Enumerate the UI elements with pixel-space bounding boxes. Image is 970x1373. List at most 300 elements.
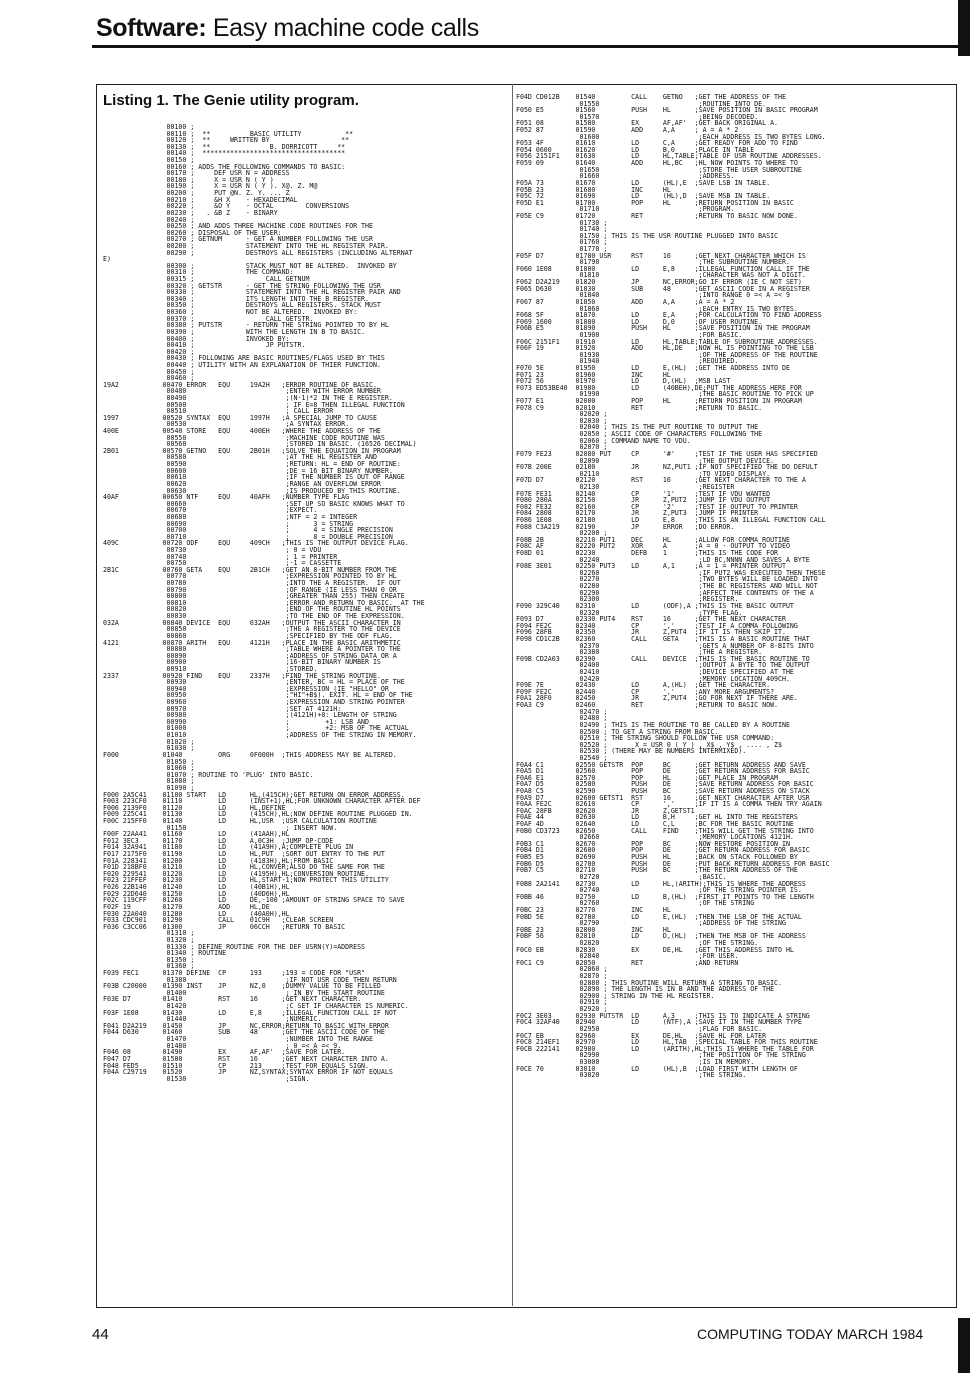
code-line: 02790 ;ADDRESS OF THE STRING: [516, 920, 786, 927]
code-line: 01750 ; THIS IS THE USR ROUTINE PLUGGED INTO BASIC: [516, 232, 779, 240]
code-line: 00100 ;: [103, 124, 195, 131]
code-line: 00780 ;INTO THE A REGISTER. IF OUT: [103, 580, 401, 587]
code-line: 01930 ;OF THE ADDRESS OF THE ROUTINE: [516, 351, 818, 359]
code-line: 01570 ;BEING DECODED.: [516, 113, 759, 121]
code-line: 00170 ; DEF USR N = ADDRESS: [103, 170, 290, 177]
code-line: F033 CDC901 01290 CALL 01C9H ;CLEAR SCREEN: [103, 917, 334, 924]
column-separator: [512, 84, 513, 1306]
code-line: F0C2 3E03 02930 PUTSTR LD A,3 ;THIS IS TO INDICATE A STRING: [516, 1012, 810, 1020]
code-line: F0A5 D1 02560 POP DE ;GET RETURN ADDRESS FOR BASIC: [516, 768, 810, 775]
code-line: F0B7 C5 02710 PUSH BC ;THE RETURN ADDRESS OF THE: [516, 867, 798, 874]
code-line: F07B 200E 02100 JR NZ,PUT1 ;IF NOT SPECIFIED THE DO DEFULT: [516, 464, 818, 471]
code-line: F084 2808 02170 JR Z,PUT3 ;JUMP IF PRINTER: [516, 510, 759, 517]
code-line: F09B CD2A03 02390 CALL DEVICE ;THIS IS THE BASIC ROUTINE TO: [516, 655, 810, 663]
code-line: F0AA FE2C 02610 CP ',' ;IF IT IS A COMMA THEN TRY AGAIN: [516, 801, 822, 808]
code-line: 2B01 00570 GETNO EQU 2B01H ;SOLVE THE EQUATION IN PROGRAM: [103, 447, 401, 455]
code-line: F05B 23 01680 INC HL: [516, 186, 671, 194]
code-line: 00480 ;ENTER WITH ERROR NUMBER: [103, 388, 381, 395]
code-line: 02900 ; STRING IN THE HL REGISTER.: [516, 992, 715, 1000]
code-line: 02260 ;IF PUT2 WAS EXECUTED THEN THESE: [516, 569, 826, 577]
code-line: 00240 ;: [103, 216, 195, 224]
code-line: F0CB 222141 02980 LD (ARITH),HL;THIS IS WHERE THE TABLE FOR: [516, 1045, 814, 1053]
code-line: F094 FE2C 02340 CP ',' ;TEST IF A COMMA FOLLOWING: [516, 622, 798, 630]
code-line: 01470 ;NUMBER INTO THE RANGE: [103, 1036, 373, 1043]
code-line: 00690 ; 3 = STRING: [103, 520, 354, 528]
code-line: 00260 ; DISPOSAL OF THE USER:: [103, 229, 282, 237]
code-line: 00410 ; JP PUTSTR.: [103, 342, 306, 349]
code-line: 01940 ;REQUIRED.: [516, 358, 739, 365]
code-line: F041 D2A219 01450 JP NC,ERROR;RETURN TO BASIC WITH ERROR: [103, 1022, 389, 1030]
code-line: 00790 ;OF RANGE (IE LESS THAN 0 OR: [103, 586, 397, 594]
code-line: 032A 00840 DEVICE EQU 032AH ;OUTPUT THE ASCII CHARACTER IN: [103, 619, 401, 627]
code-line: 01070 ; ROUTINE TO 'PLUG' INTO BASIC.: [103, 771, 314, 779]
code-line: 19A2 00470 ERROR EQU 19A2H ;ERROR ROUTINE OF BASIC.: [103, 381, 377, 389]
code-line: 02740 ;OF THE STRING POINTER IS.: [516, 887, 802, 894]
code-line: 01550 ;ROUTINE INTO DE.: [516, 100, 767, 108]
code-line: 00220 ; &O Y - OCTAL CONVERSIONS: [103, 203, 350, 210]
code-line: F03B C20000 01390 INST JP NZ,0 ;DUMMY VALUE TO BE FILLED: [103, 983, 381, 990]
code-line: 00620 ;RANGE AN OVERFLOW ERROR: [103, 480, 381, 488]
code-line: 00150 ;: [103, 157, 195, 164]
code-line: 00500 ; IF E=8 THEN ILLEGAL FUNCTION: [103, 401, 405, 409]
code-line: 00350 ; DESTROYS ALL REGISTERS. STACK MUST: [103, 302, 381, 310]
code-line: F01A 228341 01200 LD (4183H),HL;FROM BASIC: [103, 857, 334, 865]
code-line: 00550 ;MACHINE CODE ROUTINE WAS: [103, 434, 385, 442]
code-line: 01080 ;: [103, 778, 195, 785]
code-line: F056 2151F1 01630 LD HL,TABLE;TABLE OF USR ROUTINE ADDRESSES.: [516, 153, 822, 161]
code-line: 00510 ; CALL ERROR: [103, 408, 334, 415]
code-line: 00320 ; GETSTR - GET THE STRING FOLLOWING THE USR: [103, 282, 381, 290]
code-line: 01840 ;INTO RANGE 0 =< A =< 9: [516, 292, 790, 299]
code-line: 00280 ; STATEMENT INTO THE HL REGISTER PAIR.: [103, 242, 389, 250]
code-line: F0B0 CD3723 02650 CALL FIND ;THIS WILL GET THE STRING INTO: [516, 827, 814, 835]
code-line: F096 28FB 02350 JR Z,PUT4 ;IF IT IS THEN SKIP IT.: [516, 629, 786, 636]
footer-edge-tab: [958, 1318, 970, 1373]
code-line: 00940 ;EXPRESSION (IE "HELLO" OR: [103, 685, 389, 693]
code-line: F079 FE23 02080 PUT CP '#' ;TEST IF THE USER HAS SPECIFIED: [516, 450, 818, 458]
code-line: 02500 ; TO GET A STRING FROM BASIC.: [516, 728, 719, 736]
code-line: 2337 00920 FIND EQU 2337H ;FIND THE STRING ROUTINE.: [103, 672, 381, 680]
code-line: 02070 ;: [516, 444, 608, 451]
code-line: 01350 ;: [103, 956, 195, 964]
code-line: F098 CD1C2B 02360 CALL GETA ;THIS IS A BASIC ROUTINE THAT: [516, 635, 810, 643]
code-line: 01600 ;EACH ADDRESS IS TWO BYTES LONG.: [516, 133, 826, 141]
code-line: 00420 ;: [103, 348, 195, 356]
code-line: 00850 ;THE A REGISTER TO THE DEVICE: [103, 626, 401, 633]
code-line: 00670 ;EXPECT.: [103, 507, 318, 514]
code-line: 00630 ;IS PRODUCED BY THIS ROUTINE.: [103, 487, 401, 495]
code-line: 00580 ;AT THE HL REGISTER AND: [103, 454, 377, 462]
code-line: 2B1C 00760 GETA EQU 2B1CH ;GET AN 8-BIT NUMBER FROM THE: [103, 566, 397, 574]
code-line: 01010 ;ADDRESS OF THE STRING IN MEMORY.: [103, 732, 417, 739]
code-line: F05A 73 01670 LD (HL),E ;SAVE LSB IN TABLE.: [516, 179, 771, 187]
code-line: 01380 ;IF NOT USR CODE THEN RETURN: [103, 976, 397, 984]
code-line: 02720 ;BASIC.: [516, 873, 727, 881]
code-line: 01400 ; IN BY THE START ROUTINE: [103, 989, 385, 997]
code-line: 02110 ;TO VIDEO DISPLAY.: [516, 470, 771, 478]
code-line: F082 FE32 02160 CP '2' ;TEST IF OUTPUT TO PRINTER: [516, 503, 798, 511]
code-line: F0A3 C9 02460 RET ;RETURN TO BASIC NOW.: [516, 702, 779, 709]
code-line: 02950 ;FLAG FOR BASIC.: [516, 1025, 763, 1033]
code-line: 02860 ;: [516, 966, 608, 974]
code-line: F03E D7 01410 RST 16 ;GET NEXT CHARACTER.: [103, 996, 362, 1004]
code-line: 00160 ; ADDS THE FOLLOWING COMMANDS TO BASIC:: [103, 163, 346, 171]
code-line: 02290 ;AFFECT THE CONTENTS OF THE A: [516, 589, 814, 597]
code-line: 01320 ;: [103, 936, 195, 944]
code-line: 00130 ; ** B. DORRICOTT **: [103, 143, 346, 151]
page-header: [0, 0, 970, 56]
magazine-issue: COMPUTING TODAY MARCH 1984: [697, 1326, 924, 1342]
code-line: 00210 ; &H X - HEXADECIMAL: [103, 196, 298, 204]
code-line: 02910 ;: [516, 999, 608, 1007]
code-line: 00340 ; ITS LENGTH INTO THE B REGISTER.: [103, 295, 369, 303]
code-line: 00460 ;: [103, 375, 195, 382]
code-line: F08B 2B 02210 PUT1 DEC HL ;ALLOW FOR COMMA ROUTINE: [516, 536, 790, 544]
code-line: 01020 ;: [103, 738, 195, 746]
code-line: 01530 ;SIGN.: [103, 1075, 310, 1083]
code-line: 00370 ; CALL GETSTR.: [103, 315, 314, 323]
code-line: 02240 ;LD BC,NNNN AND SAVES A BYTE: [516, 556, 810, 564]
code-line: F0BE 23 02800 INC HL: [516, 926, 671, 934]
code-line: F06C 2151F1 01910 LD HL,TABLE;TABLE OF SUBROUTINE ADDRESSES.: [516, 338, 818, 346]
header-title-rest: Easy machine code calls: [206, 14, 479, 42]
code-line: 01310 ;: [103, 930, 195, 937]
code-line: 01710 ;PROGRAM.: [516, 206, 735, 213]
code-line: F04D CD012B 01540 CALL GETNO ;GET THE ADDRESS OF THE: [516, 94, 786, 101]
code-line: F044 D630 01460 SUB 48 ;GET THE ASCII CODE OF THE: [103, 1029, 385, 1037]
code-line: F059 09 01640 ADD HL,BC ;HL NOW POINTS TO WHERE TO: [516, 160, 798, 167]
code-line: 02890 ; THE LENGTH IS IN B AND THE ADDRESS OF THE: [516, 986, 775, 993]
code-line: 02920 ;: [516, 1006, 608, 1013]
code-line: 00430 ; FOLLOWING ARE BASIC ROUTINES/FLAGS USED BY THIS: [103, 355, 385, 362]
code-line: F048 FED5 01510 CP 213 ;TEST FOR EQUALS SIGN.: [103, 1062, 369, 1070]
code-line: 00380 ; PUTSTR - RETURN THE STRING POINTED TO BY HL: [103, 322, 389, 329]
code-line: F000 2A5C41 01100 START LD HL,(415CH);GET RETURN ON ERROR ADDRESS.: [103, 791, 405, 799]
code-line: F0CE 70 03010 LD (HL),B ;LOAD FIRST WITH LENGTH OF: [516, 1065, 798, 1073]
code-line: F054 0600 01620 LD B,0 ;PLACE IN TABLE: [516, 146, 755, 154]
code-line: 00310 ; THE COMMAND:: [103, 269, 294, 277]
code-line: 00290 ; DESTROYS ALL REGISTERS (INCLUDING ALTERNAT: [103, 249, 413, 257]
code-line: F020 229541 01220 LD (4195H),HL;CONVERSION ROUTINE.: [103, 870, 369, 878]
code-line: F023 21FFEF 01230 LD HL,START-1;NOW PROTECT THIS UTILITY: [103, 877, 389, 885]
code-line: 02880 ; THIS ROUTINE WILL RETURN A STRING TO BASIC.: [516, 979, 782, 987]
code-line: 00980 ;(4121H)+0: LENGTH OF STRING: [103, 712, 397, 719]
code-line: F071 23 01960 INC HL: [516, 371, 671, 379]
code-line: F08C AF 02220 PUT2 XOR A ;A = 0 - OUTPUT TO VIDEO: [516, 543, 790, 551]
code-line: F029 22D640 01250 LD (40D6H),HL: [103, 890, 290, 898]
code-line: 03020 ;THE STRING.: [516, 1072, 747, 1079]
code-line: 01740 ;: [516, 226, 608, 233]
code-line: 00190 ; X = USR N ( Y ). X@. Z. M@: [103, 183, 318, 191]
code-line: F012 3EC3 01170 LD A,0C3H ;JUMP OP-CODE: [103, 837, 334, 845]
code-line: 00820 ;END OF THE ROUTINE HL POINTS: [103, 606, 401, 614]
code-line: F08E 3E01 02250 PUT3 LD A,1 ;A = 1 = PRINTER OUTPUT: [516, 563, 786, 570]
code-line: 00990 ; +1: LSB AND: [103, 718, 369, 726]
code-line: 01340 ; ROUTINE: [103, 950, 227, 957]
code-line: F00F 22AA41 01160 LD (41AAH),HL: [103, 831, 290, 838]
code-line: F077 E1 02000 POP HL ;RETURN POSITION IN PROGRAM: [516, 398, 802, 405]
code-line: 00590 ;RETURN: HL = END OF ROUTINE:: [103, 461, 401, 468]
header-rule: [92, 45, 970, 48]
code-line: 00315 ; CALL GETNUM: [103, 276, 310, 283]
code-line: E): [103, 256, 111, 263]
code-line: 01030 ;: [103, 745, 195, 752]
code-line: 02320 ;TYPE FLAG.: [516, 609, 743, 617]
code-line: F0C0 EB 02830 EX DE,HL ;GET THIS ADDRESS INTO HL: [516, 946, 794, 954]
code-line: 00200 ; PUT @N. Z. Y. ... Z: [103, 190, 290, 197]
code-line: F036 C3CC06 01300 JP 06CCH ;RETURN TO BASIC: [103, 923, 346, 931]
code-line: 03000 ;IS IN MEMORY.: [516, 1058, 755, 1066]
code-line: 00810 ;ERROR AND RETURN TO BASIC. AT THE: [103, 599, 425, 607]
code-line: F0BF 56 02810 LD D,(HL) ;THEN THE MSB OF THE ADDRESS: [516, 933, 806, 940]
code-line: 01660 ;ADDRESS.: [516, 173, 735, 180]
code-line: F090 329C40 02310 LD (ODF),A ;THIS IS THE BASIC OUTPUT: [516, 602, 794, 610]
code-line: F067 87 01850 ADD A,A ;A = A * 2: [516, 298, 735, 306]
code-line: F0A4 C1 02550 GETSTR POP BC ;GET RETURN ADDRESS AND SAVE: [516, 761, 806, 769]
code-line: F069 1600 01880 LD D,0 ;OF USER ROUTINE.: [516, 318, 763, 326]
code-line: 00250 ; AND ADDS THREE MACHINE CODE ROUTINES FOR THE: [103, 223, 373, 230]
code-line: 02470 ;: [516, 708, 608, 716]
code-line: 00140 ; ************************************: [103, 150, 346, 158]
code-line: 01770 ;: [516, 246, 608, 253]
code-line: 02090 ;THE OUTPUT DEVICE.: [516, 457, 775, 465]
code-line: 01860 ;EACH ENTRY IS TWO BYTES.: [516, 305, 798, 313]
code-line: 00120 ; ** WRITTEN BY **: [103, 137, 350, 144]
code-line: F05F D7 01780 USR RST 16 ;GET NEXT CHARACTER WHICH IS: [516, 252, 806, 260]
code-line: F051 08 01580 EX AF,AF' ;GET BACK ORIGINAL A.: [516, 120, 779, 128]
header-edge-tab: [958, 0, 970, 56]
code-line: F05E C9 01720 RET ;RETURN TO BASIC NOW DONE.: [516, 212, 798, 220]
code-line: F0BC 23 02770 INC HL: [516, 906, 671, 914]
code-line: F053 4F 01610 LD C,A ;GET READY FOR ADD TO FIND: [516, 140, 798, 147]
code-line: 02200 ;: [516, 530, 608, 537]
code-line: F093 D7 02330 PUT4 RST 16 ;GET THE NEXT CHARACTER: [516, 616, 786, 623]
code-line: F065 D630 01830 SUB 48 ;GET ASCII CODE IN A REGISTER: [516, 285, 810, 293]
code-line: 00950 ;"HI"+B$). EXIT. HL = END OF THE: [103, 692, 413, 700]
code-line: 40AF 00650 NTF EQU 40AFH ;NUMBER TYPE FLAG: [103, 494, 350, 501]
code-line: 01900 ;FOR BASIC.: [516, 331, 743, 339]
code-line: 02380 ;THE A REGISTER.: [516, 649, 763, 656]
code-line: 02520 ; X = USR 0 ( Y ) , X$ , Y$ , .... , Z$: [516, 741, 782, 749]
code-line: 00230 ; . &B Z - BINARY: [103, 209, 278, 217]
code-line: F0C7 EB 02960 EX DE,HL ;SAVE HL FOR LATER: [516, 1032, 767, 1040]
code-line: F062 D2A219 01820 JP NC,ERROR;GO IF ERROR (IE C NOT SET): [516, 279, 802, 286]
code-line: 01420 ;C SET IF CHARACTER IS NUMERIC.: [103, 1003, 409, 1010]
code-line: F080 280A 02150 JR Z,PUT2 ;JUMP IF VDU OUTPUT: [516, 497, 771, 504]
code-line: F003 223CF0 01110 LD (INST+1),HL;FOR UNKNOWN CHARACTER AFTER DEF: [103, 798, 421, 805]
code-line: 01090 ;: [103, 784, 195, 792]
listing-right-column: [516, 94, 952, 1079]
code-line: 00960 ;EXPRESSION AND STRING POINTER: [103, 699, 405, 706]
code-line: F0C4 32AF40 02940 LD (NTF),A ;SAVE IT IN THE NUMBER TYPE: [516, 1019, 802, 1026]
code-line: 00750 ;-1 = CASSETTE: [103, 560, 342, 567]
code-line: 00770 ;EXPRESSION POINTED TO BY HL: [103, 573, 397, 581]
code-line: 02420 ;MEMORY LOCATION 409CH.: [516, 675, 790, 683]
code-line: F0B4 D1 02680 POP DE ;GET RETURN ADDRESS FOR BASIC: [516, 847, 810, 855]
code-line: F0BB 46 02750 LD B,(HL) ;FIRST IT POINTS TO THE LENGTH: [516, 893, 814, 901]
code-line: 4121 00870 ARITH EQU 4121H ;PLACE IN THE BASIC ARITHMETIC: [103, 639, 401, 647]
code-line: 01000 ; +2: MSB OF THE ACTUAL: [103, 725, 409, 733]
code-line: 00600 ;DE = 16 BIT BINARY NUMBER.: [103, 467, 393, 475]
code-line: 00330 ; STATEMENT INTO THE HL REGISTER PAIR AND: [103, 289, 401, 296]
code-line: F0B5 E5 02690 PUSH HL ;BACK ON STACK FOLLOWED BY: [516, 854, 798, 861]
code-line: F07D D7 02120 RST 16 ;GET NEXT CHARACTER TO THE A: [516, 477, 806, 484]
code-line: F0AE 44 02630 LD B,H ;GET HL INTO THE REGISTERS: [516, 814, 798, 822]
code-line: F070 5E 01950 LD E,(HL) ;GET THE ADDRESS INTO DE: [516, 364, 790, 372]
code-line: 00110 ; ** BASIC UTILITY **: [103, 130, 354, 138]
code-line: 01990 ;THE BASIC ROUTINE TO PICK UP: [516, 391, 814, 399]
code-line: 01730 ;: [516, 219, 608, 227]
code-line: F0A8 C5 02590 PUSH BC ;SAVE RETURN ADDRESS ON STACK: [516, 787, 810, 795]
code-line: F0B8 2A2141 02730 LD HL,(ARITH);THIS IS WHERE THE ADDRESS: [516, 880, 806, 888]
code-line: 00730 ; 0 = VDU: [103, 547, 322, 554]
code-line: F0BD 5E 02780 LD E,(HL) ;THEN THE LSB OF THE ACTUAL: [516, 913, 802, 921]
code-line: 02840 ;FOR USER.: [516, 953, 739, 960]
code-line: 00300 ; STACK MUST NOT BE ALTERED. INVOKED BY: [103, 262, 397, 270]
code-line: F006 2139F0 01120 LD HL,DEFINE: [103, 804, 286, 812]
code-line: 400E 00540 STORE EQU 400EH ;WHERE THE ADDRESS OF THE: [103, 428, 381, 435]
code-line: 02400 ;OUTPUT A BYTE TO THE OUTPUT: [516, 662, 810, 670]
code-line: 00880 ;TABLE WHERE A POINTER TO THE: [103, 646, 401, 653]
page-footer: [0, 1318, 970, 1373]
code-line: F039 FEC1 01370 DEFINE CP 193 ;193 = CODE FOR "USR": [103, 970, 366, 977]
code-line: F014 32A941 01180 LD (41A9H),A;COMPLETE PLUG IN: [103, 844, 354, 852]
code-line: 00390 ; WITH THE LENGTH IN B TO BASIC.: [103, 328, 366, 336]
code-line: F0A9 D7 02600 GETST1 RST 16 ;GET NEXT CHARACTER AFTER USR: [516, 794, 810, 802]
code-line: F073 ED53BE40 01980 LD (40BEH),DE;PUT THE ADDRESS HERE FOR: [516, 384, 802, 392]
code-line: 01480 ; 0 =< A =< 9.: [103, 1042, 342, 1050]
code-line: 00660 ;SET UP SO BASIC KNOWS WHAT TO: [103, 500, 405, 508]
code-line: F0A7 D5 02580 PUSH DE ;SAVE RETURN ADDRESS FOR BASIC: [516, 781, 814, 788]
code-line: 00700 ; 4 = SINGLE PRECISION: [103, 527, 393, 534]
code-line: 00900 ;16-BIT BINARY NUMBER IS: [103, 659, 381, 666]
code-line: F02C 119CFF 01260 LD DE,-100 ;AMOUNT OF STRING SPACE TO SAVE: [103, 897, 405, 904]
code-line: 02020 ;: [516, 411, 608, 418]
code-line: 02130 ;REGISTER: [516, 483, 735, 491]
code-line: 02540 ;: [516, 754, 608, 762]
code-line: 00490 ;(N-1)*2 IN THE E REGISTER.: [103, 394, 393, 402]
code-line: F026 22B140 01240 LD (40B1H),HL: [103, 884, 290, 891]
code-line: 00610 ;IF THE NUMBER IS OUT OF RANGE: [103, 474, 405, 481]
code-line: 01760 ;: [516, 239, 608, 247]
code-line: F009 225C41 01130 LD (415CH),HL;NOW DEFINE ROUTINE PLUGGED IN.: [103, 811, 413, 818]
code-line: F0AC 28FB 02620 JR Z,GETST1: [516, 807, 695, 815]
code-line: 00710 ; 8 = DOUBLE PRECISION: [103, 533, 393, 541]
code-line: 01360 ;: [103, 963, 195, 970]
code-line: F0C1 C9 02850 RET ;AND RETURN: [516, 959, 739, 967]
code-line: 02760 ;OF THE STRING: [516, 900, 755, 907]
code-line: F000 01040 ORG 0F000H ;THIS ADDRESS MAY BE ALTERED.: [103, 751, 397, 759]
code-line: 02030 ;: [516, 417, 608, 425]
code-line: F046 08 01490 EX AF,AF' ;SAVE FOR LATER.: [103, 1049, 346, 1056]
code-line: 00860 ;SPECIFIED BY THE ODF FLAG.: [103, 632, 393, 640]
code-line: 02050 ; ASCII CODE OF CHARACTERS FOLLOWING THE: [516, 431, 763, 438]
code-line: 00450 ;: [103, 368, 195, 376]
code-line: F060 1E08 01800 LD E,8 ;ILLEGAL FUNCTION CALL IF THE: [516, 265, 810, 273]
code-line: F09E 7E 02430 LD A,(HL) ;GET THE CHARACTER.: [516, 682, 771, 689]
code-line: 01650 ;STORE THE USER SUBROUTINE: [516, 166, 802, 174]
code-line: 00800 ;GREATER THAN 255) THEN CREATE: [103, 593, 405, 600]
code-line: F0B3 C1 02670 POP BC ;NOW RESTORE POSITION IN: [516, 840, 790, 848]
code-line: 00400 ; INVOKED BY:: [103, 335, 290, 343]
code-line: F06B E5 01890 PUSH HL ;SAVE POSITION IN THE PROGRAM: [516, 325, 810, 332]
code-line: F00C 215FF0 01140 LD HL,USR ;USR CALCULATION ROUTINE: [103, 817, 377, 825]
listing-left-column: [103, 124, 505, 1082]
code-line: F030 22A040 01280 LD (40A0H),HL: [103, 910, 290, 918]
code-line: F0AF 4D 02640 LD C,L ;BC FOR THE BASIC ROUTINE: [516, 821, 794, 828]
code-line: 1997 00520 SYNTAX EQU 1997H ;A SPECIAL JUMP TO CAUSE: [103, 414, 377, 422]
code-line: F068 5F 01870 LD E,A ;FOR CALCULATION TO FIND ADDRESS: [516, 312, 822, 319]
code-line: F088 C3A219 02190 JP ERROR ;DO ERROR.: [516, 523, 735, 531]
code-line: F052 87 01590 ADD A,A ; A = A * 2: [516, 127, 739, 134]
code-line: F06F 19 01920 ADD HL,DE ;NOW HL IS POINTING TO THE LSB: [516, 345, 814, 352]
code-line: 02820 ;OF THE STRING.: [516, 940, 759, 947]
code-line: F072 56 01970 LD D,(HL) ;MSB LAST: [516, 378, 731, 385]
code-line: 02480 ;: [516, 715, 608, 722]
code-line: 02300 ;REGISTER.: [516, 596, 739, 603]
code-line: F04A C29719 01520 JP NZ,SYNTAX;SYNTAX ERROR IF NOT EQUALS: [103, 1069, 393, 1076]
code-line: 01810 ;CHARACTER WAS NOT A DIGIT.: [516, 272, 806, 280]
code-line: 02660 ;MEMORY LOCATIONS 4121H.: [516, 834, 794, 841]
code-line: F02F 19 01270 ADD HL,DE: [103, 903, 270, 911]
code-line: F0C8 214EF1 02970 LD HL,TAB ;SPECIAL TABLE FOR THIS ROUTINE: [516, 1039, 818, 1046]
code-line: 00680 ;NTF = 2 = INTEGER: [103, 513, 358, 521]
code-line: 01060 ;: [103, 765, 195, 772]
code-line: 01790 ;THE SUBROUTINE NUMBER.: [516, 259, 790, 266]
code-line: F08D 01 02230 DEFB 1 ;THIS IS THE CODE FOR: [516, 550, 779, 557]
code-line: 02410 ;DEVICE SPECIFIED AT THE: [516, 669, 794, 676]
code-line: F0A1 28F0 02450 JR Z,PUT4 ;GO FOR NEXT IF THERE ARE.: [516, 695, 798, 703]
code-line: F050 E5 01560 PUSH HL ;SAVE POSITION IN BASIC PROGRAM: [516, 107, 818, 114]
code-line: 00910 ;STORED.: [103, 665, 318, 673]
code-line: 00440 ; UTILITY WITH AN EXPLANATION OF THIER FUNCTION.: [103, 361, 381, 369]
page-number: 44: [92, 1326, 109, 1343]
code-line: 02870 ;: [516, 973, 608, 980]
code-line: 00970 ;SET AT 4121H:: [103, 705, 342, 713]
code-line: F078 C9 02010 RET ;RETURN TO BASIC.: [516, 404, 763, 412]
code-line: 409C 00720 ODF EQU 409CH ;THIS IS THE OUTPUT DEVICE FLAG.: [103, 540, 409, 547]
listing-title: Listing 1. The Genie utility program.: [103, 92, 359, 109]
header-title-bold: Software:: [96, 14, 207, 42]
code-line: F05D E1 01700 POP HL ;RETURN POSITION IN BASIC: [516, 199, 794, 207]
code-line: 00360 ; NOT BE ALTERED. INVOKED BY:: [103, 309, 358, 316]
code-line: F05C 72 01690 LD (HL),D ;SAVE MSB IN TABLE.: [516, 193, 771, 200]
code-line: F0A6 E1 02570 POP HL ;GET PLACE IN PROGRAM: [516, 774, 779, 782]
code-line: 02510 ; THE STRING SHOULD FOLLOW THE USR COMMAND:: [516, 735, 775, 742]
code-line: 00890 ;ADDRESS OF STRING DATA OR A: [103, 652, 397, 660]
code-line: 00740 ; 1 = PRINTER: [103, 553, 338, 561]
code-line: F09F FE2C 02440 CP ',' ;ANY MORE ARGUMENTS?: [516, 688, 775, 696]
code-line: 01150 ; INSERT NOW.: [103, 824, 338, 832]
code-line: 00560 ;STORED IN BASIC. (16526 DECIMAL): [103, 441, 417, 448]
code-line: F017 2175F0 01190 LD HL,PUT ;SORT OUT ENTRY TO THE PUT: [103, 851, 385, 858]
code-line: 02370 ;GETS A NUMBER OF 8-BITS INTO: [516, 642, 814, 650]
code-line: F0B6 D5 02700 PUSH DE ;PUT BACK RETURN ADDRESS FOR BASIC: [516, 860, 830, 868]
code-line: 02530 ; (THERE MAY BE NUMBERS INTERMIXED).: [516, 748, 747, 755]
code-line: 01050 ;: [103, 758, 195, 766]
code-line: 00270 ; GETNUM - GET A NUMBER FOLLOWING THE USR: [103, 236, 373, 243]
code-line: 02060 ; COMMAND NAME TO VDU.: [516, 437, 691, 445]
code-line: F07E FE31 02140 CP '1' ;TEST IF VDU WANTED: [516, 490, 771, 498]
code-line: 01330 ; DEFINE ROUTINE FOR THE DEF USRN(Y)=ADDRESS: [103, 943, 366, 951]
code-line: F03F 1E08 01430 LD E,8 ;ILLEGAL FUNCTION CALL IF NOT: [103, 1009, 397, 1017]
code-line: 02270 ;TWO BYTES WILL BE LOADED INTO: [516, 576, 818, 584]
code-line: 02490 ; THIS IS THE ROUTINE TO BE CALLED BY A ROUTINE: [516, 721, 790, 729]
code-line: F01D 218BF0 01210 LD HL,CONVER;ALSO DO THE SAME FOR THE: [103, 864, 385, 871]
code-line: 00830 ;TO THE END OF THE EXPRESSION.: [103, 613, 405, 620]
code-line: 02040 ; THIS IS THE PUT ROUTINE TO OUTPUT THE: [516, 424, 759, 432]
code-line: 02990 ;THE POSITION OF THE STRING: [516, 1052, 806, 1059]
